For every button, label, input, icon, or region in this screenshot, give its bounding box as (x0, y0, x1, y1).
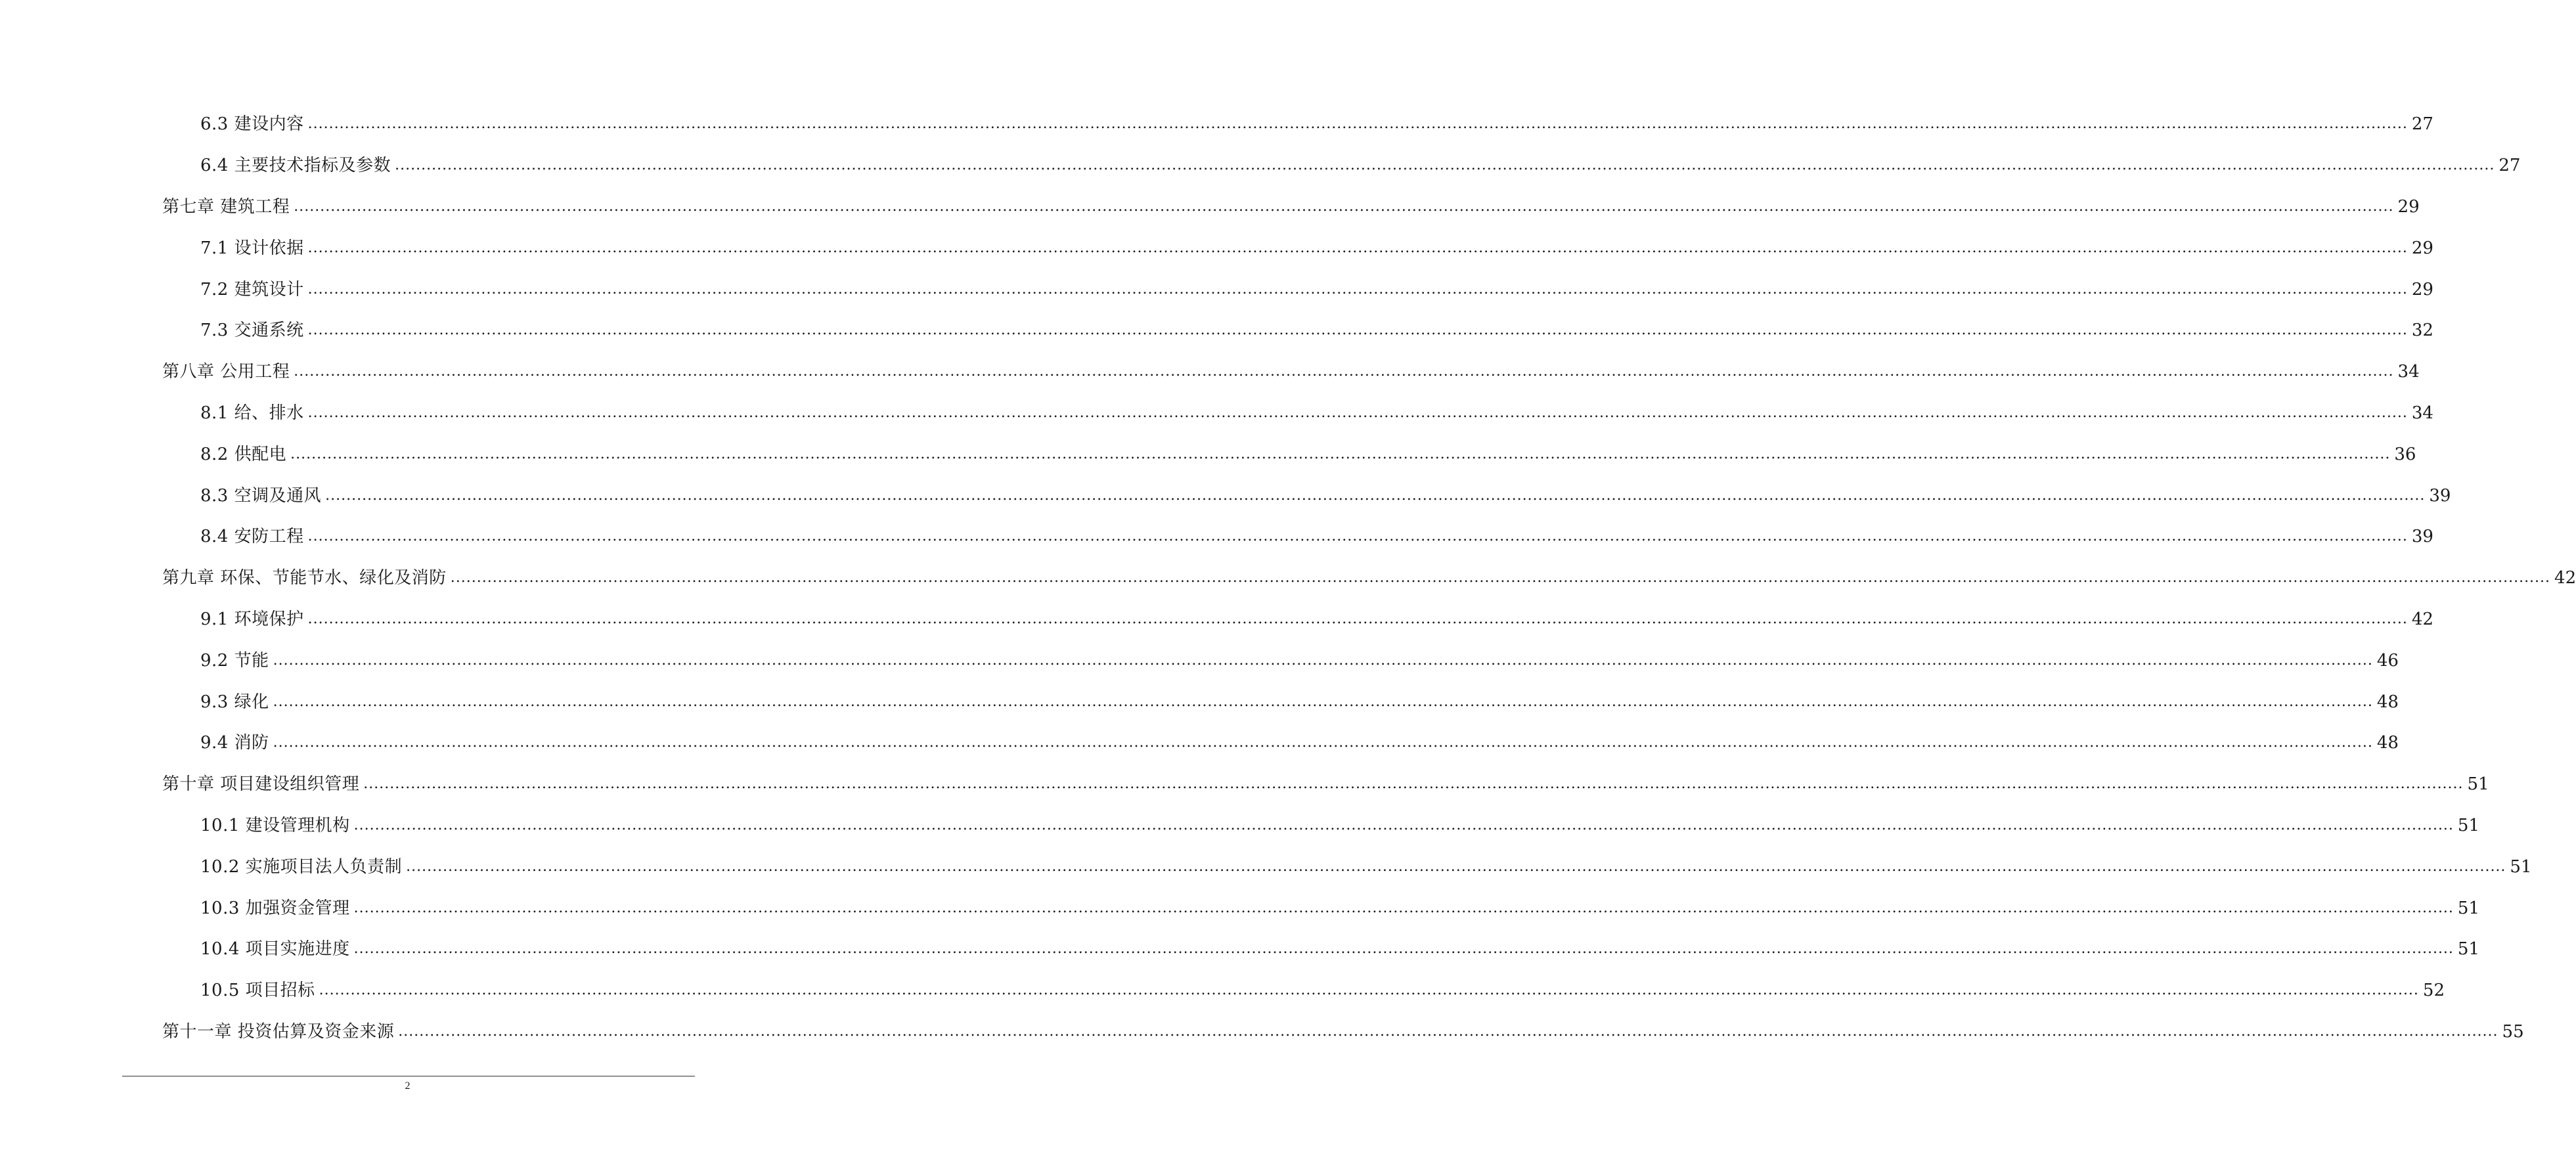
toc-section-entry[interactable] (0, 145, 2521, 187)
toc-chapter-entry[interactable] (0, 764, 2489, 805)
toc-section-entry[interactable] (0, 640, 2399, 681)
toc-section-entry[interactable] (0, 516, 2433, 558)
toc-entry-title: 8.1 给、排水 (200, 403, 304, 423)
page-number: 2 (405, 1080, 411, 1092)
toc-entry-title: 第十章 项目建设组织管理 (162, 774, 360, 795)
toc-section-entry[interactable] (0, 599, 2433, 640)
toc-entry-page: 27 (2498, 156, 2521, 176)
toc-entry-title: 10.2 实施项目法人负责制 (200, 856, 403, 877)
toc-dot-leader: ................................................................................................................................................................................................................................................................................................................................................................................................................ (307, 528, 2408, 545)
toc-dot-leader: ................................................................................................................................................................................................................................................................................................................................................................................................................ (307, 280, 2408, 298)
toc-dot-leader: ................................................................................................................................................................................................................................................................................................................................................................................................................ (319, 982, 2419, 999)
toc-section-entry[interactable] (0, 433, 2416, 475)
toc-dot-leader: ................................................................................................................................................................................................................................................................................................................................................................................................................ (273, 693, 2373, 710)
toc-entry-title: 6.3 建设内容 (200, 114, 304, 135)
toc-entry-page: 34 (2411, 403, 2433, 423)
toc-dot-leader: ................................................................................................................................................................................................................................................................................................................................................................................................................ (273, 652, 2373, 669)
toc-dot-leader: ................................................................................................................................................................................................................................................................................................................................................................................................................ (395, 157, 2495, 174)
toc-dot-leader: ................................................................................................................................................................................................................................................................................................................................................................................................................ (353, 941, 2454, 958)
toc-entry-page: 51 (2467, 774, 2489, 795)
toc-entry-title: 8.2 供配电 (200, 444, 287, 464)
toc-entry-page: 29 (2411, 279, 2433, 299)
toc-dot-leader: ................................................................................................................................................................................................................................................................................................................................................................................................................ (353, 899, 2454, 916)
toc-entry-title: 第七章 建筑工程 (162, 196, 290, 217)
toc-dot-leader: ................................................................................................................................................................................................................................................................................................................................................................................................................ (307, 322, 2408, 339)
toc-entry-title: 9.1 环境保护 (200, 609, 304, 629)
toc-dot-leader: ................................................................................................................................................................................................................................................................................................................................................................................................................ (273, 734, 2373, 751)
toc-dot-leader: ................................................................................................................................................................................................................................................................................................................................................................................................................ (294, 198, 2394, 215)
table-of-contents (0, 104, 2576, 1052)
toc-entry-page: 51 (2457, 898, 2480, 918)
toc-section-entry[interactable] (0, 722, 2399, 764)
toc-entry-title: 6.4 主要技术指标及参数 (200, 156, 391, 176)
toc-dot-leader: ................................................................................................................................................................................................................................................................................................................................................................................................................ (406, 858, 2506, 875)
toc-dot-leader: ................................................................................................................................................................................................................................................................................................................................................................................................................ (353, 816, 2454, 833)
toc-chapter-entry[interactable] (0, 351, 2420, 393)
toc-entry-title: 9.2 节能 (200, 650, 269, 671)
toc-entry-page: 34 (2397, 362, 2420, 382)
toc-chapter-entry[interactable] (0, 558, 2576, 599)
toc-entry-title: 第十一章 投资估算及资金来源 (162, 1021, 395, 1042)
toc-entry-page: 51 (2457, 815, 2480, 835)
toc-dot-leader: ................................................................................................................................................................................................................................................................................................................................................................................................................ (307, 239, 2408, 256)
toc-dot-leader: ................................................................................................................................................................................................................................................................................................................................................................................................................ (307, 404, 2408, 421)
toc-entry-title: 8.3 空调及通风 (200, 485, 322, 506)
toc-entry-page: 42 (2554, 568, 2576, 588)
toc-entry-title: 10.4 项目实施进度 (200, 939, 350, 960)
toc-dot-leader: ................................................................................................................................................................................................................................................................................................................................................................................................................ (325, 487, 2426, 504)
toc-entry-page: 46 (2376, 650, 2399, 671)
toc-entry-title: 10.3 加强资金管理 (200, 898, 350, 918)
toc-entry-title: 第八章 公用工程 (162, 362, 290, 382)
toc-section-entry[interactable] (0, 805, 2480, 847)
toc-section-entry[interactable] (0, 310, 2433, 351)
toc-section-entry[interactable] (0, 929, 2480, 970)
toc-entry-title: 10.1 建设管理机构 (200, 815, 350, 835)
toc-entry-title: 8.4 安防工程 (200, 527, 304, 547)
toc-entry-page: 51 (2457, 939, 2480, 960)
toc-entry-page: 48 (2376, 692, 2399, 712)
toc-dot-leader: ................................................................................................................................................................................................................................................................................................................................................................................................................ (450, 569, 2551, 587)
toc-entry-page: 27 (2411, 114, 2433, 135)
toc-entry-title: 7.2 建筑设计 (200, 279, 304, 299)
toc-entry-title: 7.3 交通系统 (200, 321, 304, 341)
toc-entry-page: 51 (2510, 856, 2532, 877)
toc-entry-page: 42 (2411, 609, 2433, 629)
toc-entry-page: 55 (2502, 1021, 2524, 1042)
toc-entry-page: 48 (2376, 733, 2399, 753)
toc-entry-page: 32 (2411, 321, 2433, 341)
toc-dot-leader: ................................................................................................................................................................................................................................................................................................................................................................................................................ (398, 1023, 2498, 1040)
toc-dot-leader: ................................................................................................................................................................................................................................................................................................................................................................................................................ (294, 363, 2394, 380)
toc-section-entry[interactable] (0, 393, 2433, 434)
toc-entry-page: 29 (2397, 196, 2420, 217)
toc-section-entry[interactable] (0, 681, 2399, 722)
toc-section-entry[interactable] (0, 970, 2445, 1011)
toc-chapter-entry[interactable] (0, 187, 2420, 228)
toc-section-entry[interactable] (0, 104, 2433, 145)
toc-entry-title: 7.1 设计依据 (200, 238, 304, 258)
toc-entry-page: 52 (2422, 981, 2445, 1001)
toc-entry-title: 9.4 消防 (200, 733, 269, 753)
toc-entry-page: 39 (2429, 485, 2451, 506)
toc-section-entry[interactable] (0, 475, 2451, 516)
toc-chapter-entry[interactable] (0, 1011, 2524, 1053)
toc-section-entry[interactable] (0, 269, 2433, 310)
toc-section-entry[interactable] (0, 227, 2433, 269)
toc-dot-leader: ................................................................................................................................................................................................................................................................................................................................................................................................................ (307, 116, 2408, 133)
toc-entry-page: 36 (2394, 444, 2416, 464)
toc-entry-page: 29 (2411, 238, 2433, 258)
toc-section-entry[interactable] (0, 887, 2480, 929)
toc-section-entry[interactable] (0, 846, 2532, 887)
toc-entry-title: 10.5 项目招标 (200, 981, 315, 1001)
toc-dot-leader: ................................................................................................................................................................................................................................................................................................................................................................................................................ (290, 445, 2391, 462)
toc-dot-leader: ................................................................................................................................................................................................................................................................................................................................................................................................................ (307, 610, 2408, 627)
toc-entry-page: 39 (2411, 527, 2433, 547)
toc-entry-title: 第九章 环保、节能节水、绿化及消防 (162, 568, 447, 588)
toc-entry-title: 9.3 绿化 (200, 692, 269, 712)
toc-dot-leader: ................................................................................................................................................................................................................................................................................................................................................................................................................ (363, 776, 2464, 793)
